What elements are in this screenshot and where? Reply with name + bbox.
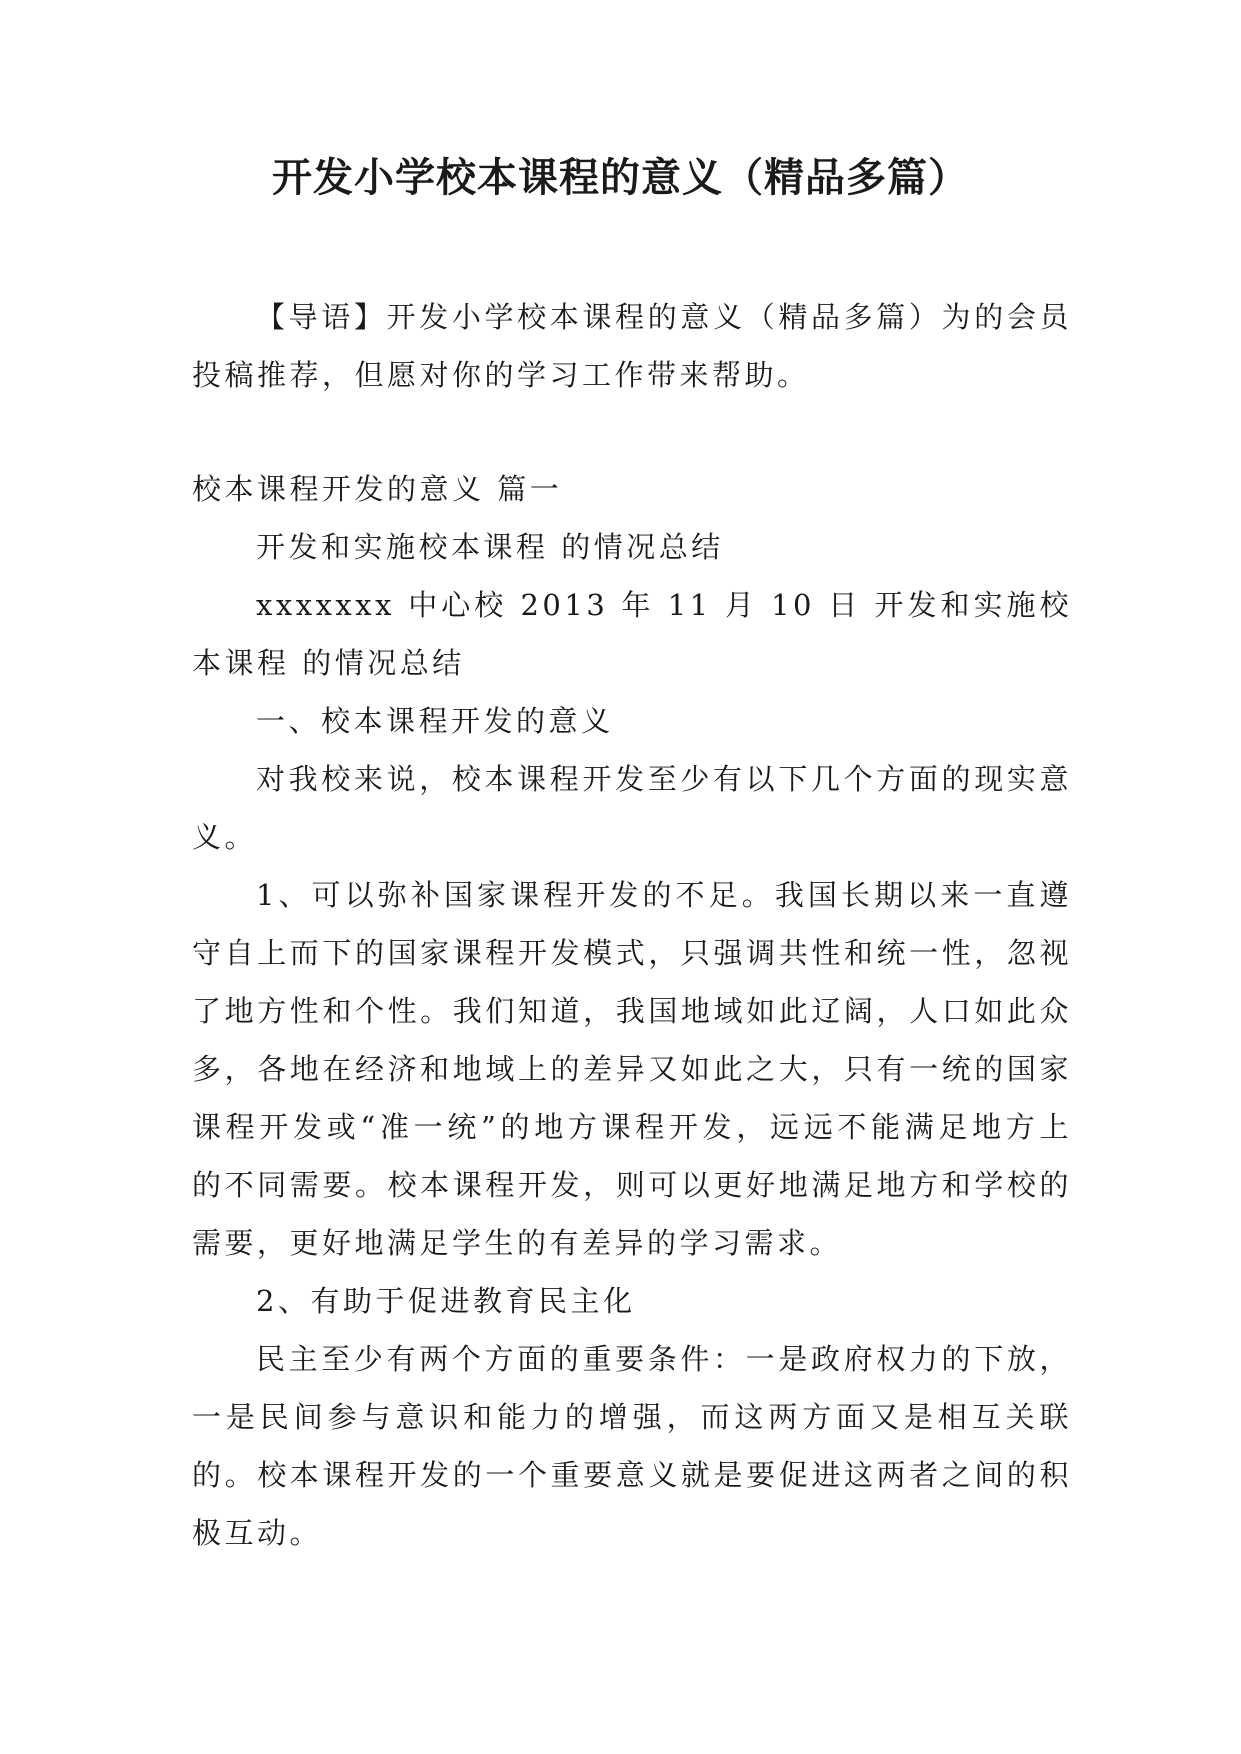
paragraph-point-2-heading: 2、有助于促进教育民主化 (256, 1284, 636, 1318)
paragraph-point-1: 1、可以弥补国家课程开发的不足。我国长期以来一直遵守自上而下的国家课程开发模式，只强调共性和统一性，忽视了地方性和个性。我们知道，我国地域如此辽阔，人口如此众多，各地在经济和地域上的差异又如此之大，只有一统的国家课程开发或“准一统”的地方课程开发，远远不能满足地方上的不同需要。校本课程开发，则可以更好地满足地方和学校的需要，更好地满足学生的有差异的学习需求。 (192, 878, 1072, 1260)
intro-block (192, 288, 1072, 404)
paragraph-significance-intro: 对我校来说，校本课程开发至少有以下几个方面的现实意义。 (192, 762, 1072, 854)
paragraph-heading-1: 一、校本课程开发的意义 (256, 704, 614, 738)
paragraph-democracy: 民主至少有两个方面的重要条件：一是政府权力的下放，一是民间参与意识和能力的增强，而这两方面又是相互关联的。校本课程开发的一个重要意义就是要促进这两者之间的积极互动。 (192, 1342, 1072, 1550)
paragraph-summary-title: 开发和实施校本课程 的情况总结 (256, 530, 724, 564)
document-title: 开发小学校本课程的意义（精品多篇） (272, 155, 969, 201)
main-content (192, 460, 1072, 1562)
paragraph-dateline: xxxxxxx 中心校 2013 年 11 月 10 日 开发和实施校本课程 的情况总结 (192, 588, 1072, 680)
section-heading: 校本课程开发的意义 篇一 (192, 472, 563, 506)
intro-paragraph: 【导语】开发小学校本课程的意义（精品多篇）为的会员投稿推荐，但愿对你的学习工作带来帮助。 (192, 300, 1072, 392)
